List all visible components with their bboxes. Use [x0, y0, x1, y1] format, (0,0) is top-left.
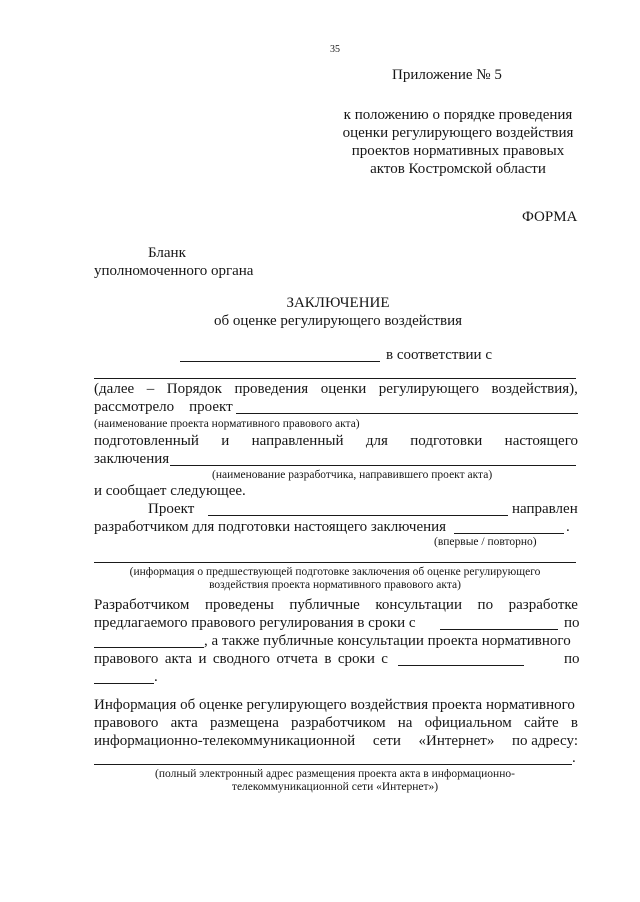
word: в	[570, 715, 578, 731]
word: сроки	[337, 651, 375, 667]
note-info-line-2: воздействия проекта нормативного правового акта)	[209, 579, 461, 591]
first-repeat-blank	[454, 533, 564, 534]
report-start-date-blank	[398, 665, 524, 666]
word: правового	[94, 715, 159, 731]
po-word-2: по	[564, 651, 580, 667]
project-name-blank	[208, 515, 508, 516]
word: сайте	[523, 715, 559, 731]
word: размещена	[209, 715, 279, 731]
conclusion-word: заключения	[94, 451, 170, 467]
word: консультации	[375, 597, 462, 613]
word: воздействия),	[491, 381, 578, 397]
appendix-title: Приложение № 5	[392, 67, 502, 83]
consult-start-date-blank	[440, 629, 558, 630]
word: подготовки	[410, 433, 483, 449]
appendix-line-3: проектов нормативных правовых	[351, 143, 565, 159]
word: акта	[170, 715, 198, 731]
consult-line-3-text: , а также публичные консультации проекта нормативного	[204, 633, 571, 649]
period-mark: .	[566, 519, 570, 535]
info-line-2	[94, 714, 578, 732]
info-line-3	[94, 732, 578, 750]
word: Разработчиком	[94, 597, 190, 613]
further-line	[94, 380, 578, 398]
word: регулирующего	[378, 381, 479, 397]
word: разработке	[508, 597, 578, 613]
order-name-blank	[94, 378, 576, 379]
note-info-line-1: (информация о предшествующей подготовке заключения об оценке регулирующего	[129, 566, 541, 578]
prior-info-blank	[94, 562, 576, 563]
word: с	[381, 651, 388, 667]
blank-line-2: уполномоченного органа	[94, 263, 254, 279]
blank-line-1: Бланк	[148, 245, 186, 261]
word: отчета	[276, 651, 318, 667]
word: направленный	[251, 433, 344, 449]
forma-label: ФОРМА	[522, 209, 578, 225]
word: проведения	[234, 381, 309, 397]
prepared-line	[94, 432, 578, 450]
reviewed-text: рассмотрело проект	[94, 399, 233, 415]
consult-line-2-text: предлагаемого правового регулирования в сроки с	[94, 615, 416, 631]
note-address-line-2: телекоммуникационной сети «Интернет»)	[231, 781, 439, 793]
first-repeat-note: (впервые / повторно)	[434, 536, 537, 548]
po-word-1: по	[564, 615, 580, 631]
period-mark-3: .	[572, 750, 576, 766]
word: для	[365, 433, 388, 449]
word: официальном	[424, 715, 512, 731]
in-accordance-text: в соответствии с	[386, 347, 492, 363]
act-name-blank	[236, 413, 578, 414]
word: (далее	[94, 381, 135, 397]
word: публичные	[289, 597, 360, 613]
project-word: Проект	[148, 501, 195, 517]
word: и	[221, 433, 230, 449]
info-line-1: Информация об оценке регулирующего воздействия проекта нормативного	[94, 697, 575, 713]
word: и	[198, 651, 207, 667]
reports-text: и сообщает следующее.	[94, 483, 246, 499]
document-subtitle: об оценке регулирующего воздействия	[214, 313, 462, 329]
period-mark-2: .	[154, 669, 158, 685]
word: по	[477, 597, 494, 613]
appendix-line-2: оценки регулирующего воздействия	[342, 125, 574, 141]
note-developer: (наименование разработчика, направившего проект акта)	[212, 469, 493, 481]
consult-line-1	[94, 596, 578, 614]
word: –	[146, 381, 155, 397]
word: Порядок	[166, 381, 222, 397]
word: информационно-телекоммуникационной	[94, 733, 356, 749]
by-developer-text: разработчиком для подготовки настоящего заключения	[94, 519, 447, 535]
consult-end-date-blank	[94, 647, 204, 648]
sent-word: направлен	[512, 501, 578, 517]
word: проведены	[204, 597, 274, 613]
document-title: ЗАКЛЮЧЕНИЕ	[286, 295, 390, 311]
appendix-line-4: актов Костромской области	[370, 161, 546, 177]
word: оценки	[320, 381, 367, 397]
word: сети	[372, 733, 401, 749]
word: настоящего	[504, 433, 578, 449]
address-blank	[94, 764, 572, 765]
word: акта	[164, 651, 193, 667]
word: на	[397, 715, 413, 731]
report-end-date-blank	[94, 683, 154, 684]
word: «Интернет»	[418, 733, 495, 749]
word: подготовленный	[94, 433, 199, 449]
word: разработчиком	[291, 715, 386, 731]
page-number: 35	[330, 44, 340, 55]
word: правового	[94, 651, 159, 667]
note-address-line-1: (полный электронный адрес размещения проекта акта в информационно-	[155, 768, 515, 780]
word: по адресу:	[511, 733, 578, 749]
note-act-name: (наименование проекта нормативного правового акта)	[94, 418, 360, 430]
consult-line-4	[94, 650, 388, 668]
authority-name-blank	[180, 361, 380, 362]
word: в	[324, 651, 332, 667]
developer-name-blank	[170, 465, 576, 466]
word: сводного	[212, 651, 271, 667]
appendix-line-1: к положению о порядке проведения	[343, 107, 573, 123]
